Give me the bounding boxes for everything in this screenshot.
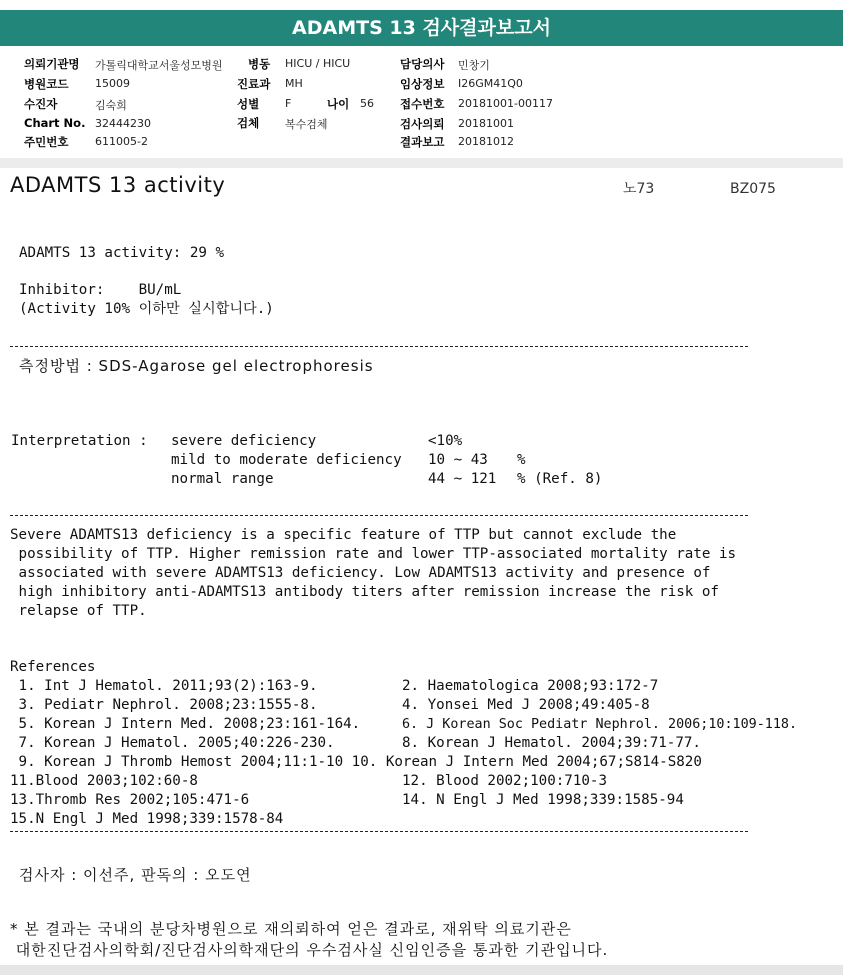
examiner-line: 검사자 : 이선주, 판독의 : 오도연: [19, 866, 252, 884]
reference-item: 8. Korean J Hematol. 2004;39:71-77.: [402, 735, 701, 751]
clinical-value: I26GM41Q0: [458, 77, 523, 90]
request-label: 검사의뢰: [400, 117, 445, 131]
inhibitor-result: Inhibitor: BU/mL: [19, 282, 182, 298]
method-line: 측정방법 : SDS-Agarose gel electrophoresis: [19, 357, 374, 375]
chart-label: Chart No.: [24, 116, 86, 130]
report-date-label: 결과보고: [400, 135, 445, 149]
age-label: 나이: [327, 97, 350, 111]
reference-item: 11.Blood 2003;102:60-8: [10, 773, 198, 789]
reference-item: 9. Korean J Thromb Hemost 2004;11:1-10 10. Korean J Intern Med 2004;67;S814-S820: [10, 754, 702, 770]
sex-label: 성별: [237, 97, 260, 111]
page-bottom-edge: [0, 965, 843, 975]
dashed-divider: [10, 831, 748, 832]
specimen-label: 검체: [237, 116, 260, 130]
reference-item: 6. J Korean Soc Pediatr Nephrol. 2006;10:109-118.: [402, 717, 798, 732]
patient-info-panel: [0, 46, 843, 164]
report-body: [0, 168, 843, 965]
doctor-label: 담당의사: [400, 57, 445, 71]
age-value: 56: [360, 97, 374, 110]
dashed-divider: [10, 346, 748, 347]
doctor-value: 민창기: [458, 59, 490, 72]
comment-line: high inhibitory anti-ADAMTS13 antibody titers after remission increase the risk of: [10, 584, 719, 600]
interp-unit-2: %: [517, 452, 526, 468]
sex-value: F: [285, 97, 292, 110]
report-title-bar: [0, 0, 843, 46]
reference-item: 12. Blood 2002;100:710-3: [402, 773, 607, 789]
reference-item: 3. Pediatr Nephrol. 2008;23:1555-8.: [10, 697, 318, 713]
code-value: 15009: [95, 77, 130, 90]
interpretation-label: Interpretation :: [11, 433, 148, 449]
dept-label: 진료과: [237, 77, 271, 91]
code-label: 병원코드: [24, 77, 69, 91]
hospital-value: 가톨릭대학교서울성모병원: [95, 59, 223, 72]
test-heading: ADAMTS 13 activity: [10, 173, 226, 197]
receipt-label: 접수번호: [400, 97, 445, 111]
comment-line: associated with severe ADAMTS13 deficiency. Low ADAMTS13 activity and presence of: [10, 565, 711, 581]
hospital-label: 의뢰기관명: [24, 57, 80, 71]
comment-line: possibility of TTP. Higher remission rate and lower TTP-associated mortality rate is: [10, 546, 737, 562]
dept-value: MH: [285, 77, 303, 90]
id-label: 주민번호: [24, 135, 69, 149]
footnote-line-2: 대한진단검사의학회/진단검사의학재단의 우수검사실 신임인증을 통과한 기관입니다.: [10, 941, 609, 959]
interp-value-1: <10%: [428, 433, 463, 449]
reference-item: 4. Yonsei Med J 2008;49:405-8: [402, 697, 650, 713]
specimen-value: 복수검체: [285, 118, 328, 131]
reference-item: 15.N Engl J Med 1998;339:1578-84: [10, 811, 284, 827]
receipt-value: 20181001-00117: [458, 97, 553, 110]
interp-name-2: mild to moderate deficiency: [171, 452, 402, 468]
inhibitor-note: (Activity 10% 이하만 실시합니다.): [19, 301, 274, 317]
reference-item: 7. Korean J Hematol. 2005;40:226-230.: [10, 735, 335, 751]
report-date-value: 20181012: [458, 135, 514, 148]
reference-item: 14. N Engl J Med 1998;339:1585-94: [402, 792, 684, 808]
reference-item: 1. Int J Hematol. 2011;93(2):163-9.: [10, 678, 318, 694]
patient-value: 김숙희: [95, 99, 127, 112]
handwritten-code: BZ075: [730, 181, 776, 197]
ward-label: 병동: [248, 57, 271, 71]
report-title: ADAMTS 13 검사결과보고서: [292, 17, 551, 39]
references-title: References: [10, 659, 96, 675]
comment-line: relapse of TTP.: [10, 603, 147, 619]
request-value: 20181001: [458, 117, 514, 130]
handwritten-note: 노73: [623, 181, 655, 197]
comment-line: Severe ADAMTS13 deficiency is a specific feature of TTP but cannot exclude the: [10, 527, 677, 543]
interp-name-3: normal range: [171, 471, 274, 487]
reference-item: 2. Haematologica 2008;93:172-7: [402, 678, 659, 694]
interp-value-2: 10 ~ 43: [428, 452, 488, 468]
interp-name-1: severe deficiency: [171, 433, 317, 449]
reference-item: 5. Korean J Intern Med. 2008;23:161-164.: [10, 716, 361, 732]
patient-label: 수진자: [24, 97, 58, 111]
activity-result: ADAMTS 13 activity: 29 %: [19, 245, 224, 261]
interp-value-3: 44 ~ 121: [428, 471, 497, 487]
footnote-line-1: * 본 결과는 국내의 분당차병원으로 재의뢰하여 얻은 결과로, 재위탁 의료기관은: [10, 920, 572, 938]
chart-value: 32444230: [95, 117, 151, 130]
section-divider: [0, 158, 843, 168]
interp-unit-3: % (Ref. 8): [517, 471, 603, 487]
ward-value: HICU / HICU: [285, 57, 351, 70]
clinical-label: 임상정보: [400, 77, 445, 91]
id-value: 611005-2: [95, 135, 148, 148]
reference-item: 13.Thromb Res 2002;105:471-6: [10, 792, 250, 808]
dashed-divider: [10, 515, 748, 516]
